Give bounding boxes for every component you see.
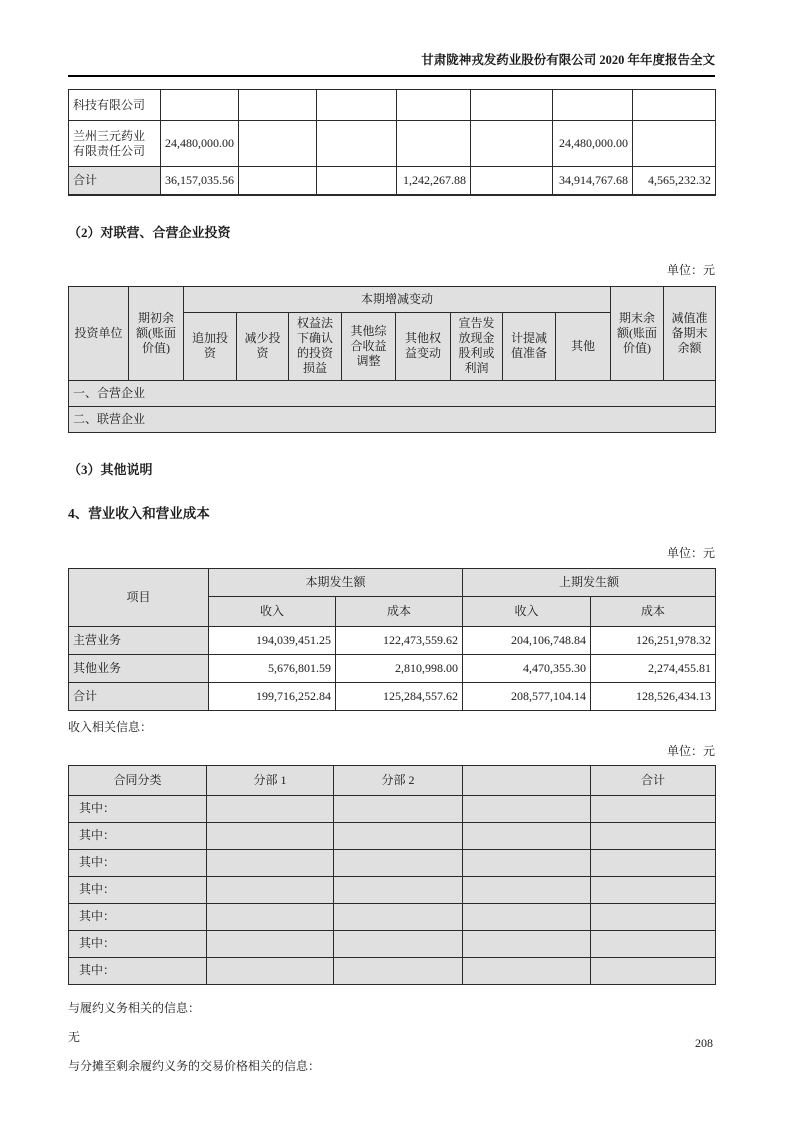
empty-cell [334,930,463,957]
empty-cell [334,795,463,822]
data-cell: 34,914,767.68 [553,167,633,195]
header-cell-invest-unit: 投资单位 [69,286,129,380]
subheader-cell-cost: 成本 [336,596,463,626]
row-label-cell: 其中： [69,849,207,876]
data-cell [317,90,397,121]
table-header-row [69,568,716,596]
empty-cell [463,849,591,876]
data-cell [633,121,716,167]
data-cell [239,90,317,121]
data-cell [553,90,633,121]
header-cell-current-period: 本期发生额 [209,568,463,596]
empty-cell [463,795,591,822]
empty-cell [591,876,716,903]
subheader-cell-income: 收入 [463,596,591,626]
bottom-notes [68,994,715,1081]
data-cell: 2,274,455.81 [591,654,716,682]
header-cell-blank [463,765,591,795]
header-cell-closing-balance: 期末余额(账面价值) [611,286,664,380]
header-cell-item: 项目 [69,568,209,626]
data-cell [317,121,397,167]
header-cell-segment1: 分部 1 [207,765,334,795]
row-label-cell: 其中： [69,903,207,930]
data-cell: 1,242,267.88 [397,167,471,195]
data-cell [397,121,471,167]
table-total-row [69,167,716,195]
empty-cell [591,957,716,984]
data-cell [397,90,471,121]
row-label-cell: 科技有限公司 [69,90,161,121]
empty-cell [207,822,334,849]
empty-cell [207,903,334,930]
data-cell [239,121,317,167]
data-cell: 4,565,232.32 [633,167,716,195]
data-cell: 36,157,035.56 [161,167,239,195]
empty-cell [463,822,591,849]
empty-cell [334,822,463,849]
empty-cell [207,930,334,957]
empty-cell [591,795,716,822]
data-cell: 24,480,000.00 [553,121,633,167]
header-cell-prior-period: 上期发生额 [463,568,716,596]
row-label-cell: 其中： [69,930,207,957]
data-cell [633,90,716,121]
row-label-cell: 其中： [69,795,207,822]
empty-cell [591,930,716,957]
empty-cell [591,822,716,849]
header-cell-period-change-group: 本期增减变动 [184,286,611,312]
data-cell: 194,039,451.25 [209,626,336,654]
row-label-cell: 兰州三元药业有限责任公司 [69,121,161,167]
empty-cell [207,957,334,984]
document-header-title: 甘肃陇神戎发药业股份有限公司 2020 年年度报告全文 [68,50,715,77]
data-cell [471,90,553,121]
header-cell-impairment-closing: 减值准备期末余额 [664,286,716,380]
table-row [69,822,716,849]
data-cell: 122,473,559.62 [336,626,463,654]
unit-label: 单位：元 [666,743,715,758]
empty-cell [591,903,716,930]
revenue-table [68,568,716,711]
data-cell [317,167,397,195]
investment-table [68,286,716,433]
unit-label: 单位：元 [666,545,715,560]
carryover-table [68,89,716,196]
subheader-cell: 其他权益变动 [396,312,451,380]
data-cell: 4,470,355.30 [463,654,591,682]
table-row [69,626,716,654]
table-row [69,406,716,432]
subheader-cell: 减少投资 [237,312,289,380]
empty-cell [591,849,716,876]
row-label-cell: 合计 [69,682,209,710]
data-cell [161,90,239,121]
none-label: 无 [68,1029,81,1044]
empty-cell [463,876,591,903]
table-row [69,380,716,406]
empty-cell [334,876,463,903]
section-heading-revenue-cost: 4、营业收入和营业成本 [68,505,210,521]
table-total-row [69,682,716,710]
data-cell: 199,716,252.84 [209,682,336,710]
section-heading-other-notes: （3）其他说明 [68,461,153,477]
table-row [69,121,716,167]
table-header-row [69,765,716,795]
table-row [69,876,716,903]
table-row [69,654,716,682]
section-heading-joint-venture: （2）对联营、合营企业投资 [68,224,231,240]
empty-cell [463,957,591,984]
obligation-info-label: 与履约义务相关的信息： [68,1000,201,1015]
data-cell: 126,251,978.32 [591,626,716,654]
empty-cell [207,795,334,822]
table-row [69,795,716,822]
category-row-cell: 二、联营企业 [69,406,716,432]
data-cell [239,167,317,195]
data-cell: 24,480,000.00 [161,121,239,167]
empty-cell [463,903,591,930]
subheader-cell: 权益法下确认的投资损益 [289,312,342,380]
data-cell: 5,676,801.59 [209,654,336,682]
data-cell [471,121,553,167]
table-row [69,903,716,930]
empty-cell [463,930,591,957]
table-row [69,90,716,121]
subheader-cell-cost: 成本 [591,596,716,626]
row-label-cell: 合计 [69,167,161,195]
row-label-cell: 其中： [69,876,207,903]
empty-cell [207,876,334,903]
unit-label: 单位：元 [666,262,715,277]
header-cell-opening-balance: 期初余额(账面价值) [129,286,184,380]
category-row-cell: 一、合营企业 [69,380,716,406]
row-label-cell: 其中： [69,822,207,849]
empty-cell [334,903,463,930]
header-cell-total: 合计 [591,765,716,795]
revenue-info-label: 收入相关信息： [68,719,153,734]
data-cell: 2,810,998.00 [336,654,463,682]
page-number: 208 [695,1036,713,1050]
empty-cell [334,849,463,876]
remaining-price-info-label: 与分摊至剩余履约义务的交易价格相关的信息： [68,1058,321,1073]
contract-classification-table [68,765,716,985]
empty-cell [207,849,334,876]
subheader-cell: 宣告发放现金股利或利润 [451,312,503,380]
row-label-cell: 主营业务 [69,626,209,654]
row-label-cell: 其中： [69,957,207,984]
row-label-cell: 其他业务 [69,654,209,682]
subheader-cell: 其他 [556,312,611,380]
table-row [69,930,716,957]
data-cell: 125,284,557.62 [336,682,463,710]
subheader-cell: 追加投资 [184,312,237,380]
header-cell-segment2: 分部 2 [334,765,463,795]
data-cell: 208,577,104.14 [463,682,591,710]
subheader-cell: 计提减值准备 [503,312,556,380]
table-header-row [69,286,716,312]
subheader-cell-income: 收入 [209,596,336,626]
table-row [69,849,716,876]
header-cell-contract-class: 合同分类 [69,765,207,795]
data-cell [471,167,553,195]
table-row [69,957,716,984]
data-cell: 204,106,748.84 [463,626,591,654]
subheader-cell: 其他综合收益调整 [342,312,396,380]
empty-cell [334,957,463,984]
data-cell: 128,526,434.13 [591,682,716,710]
